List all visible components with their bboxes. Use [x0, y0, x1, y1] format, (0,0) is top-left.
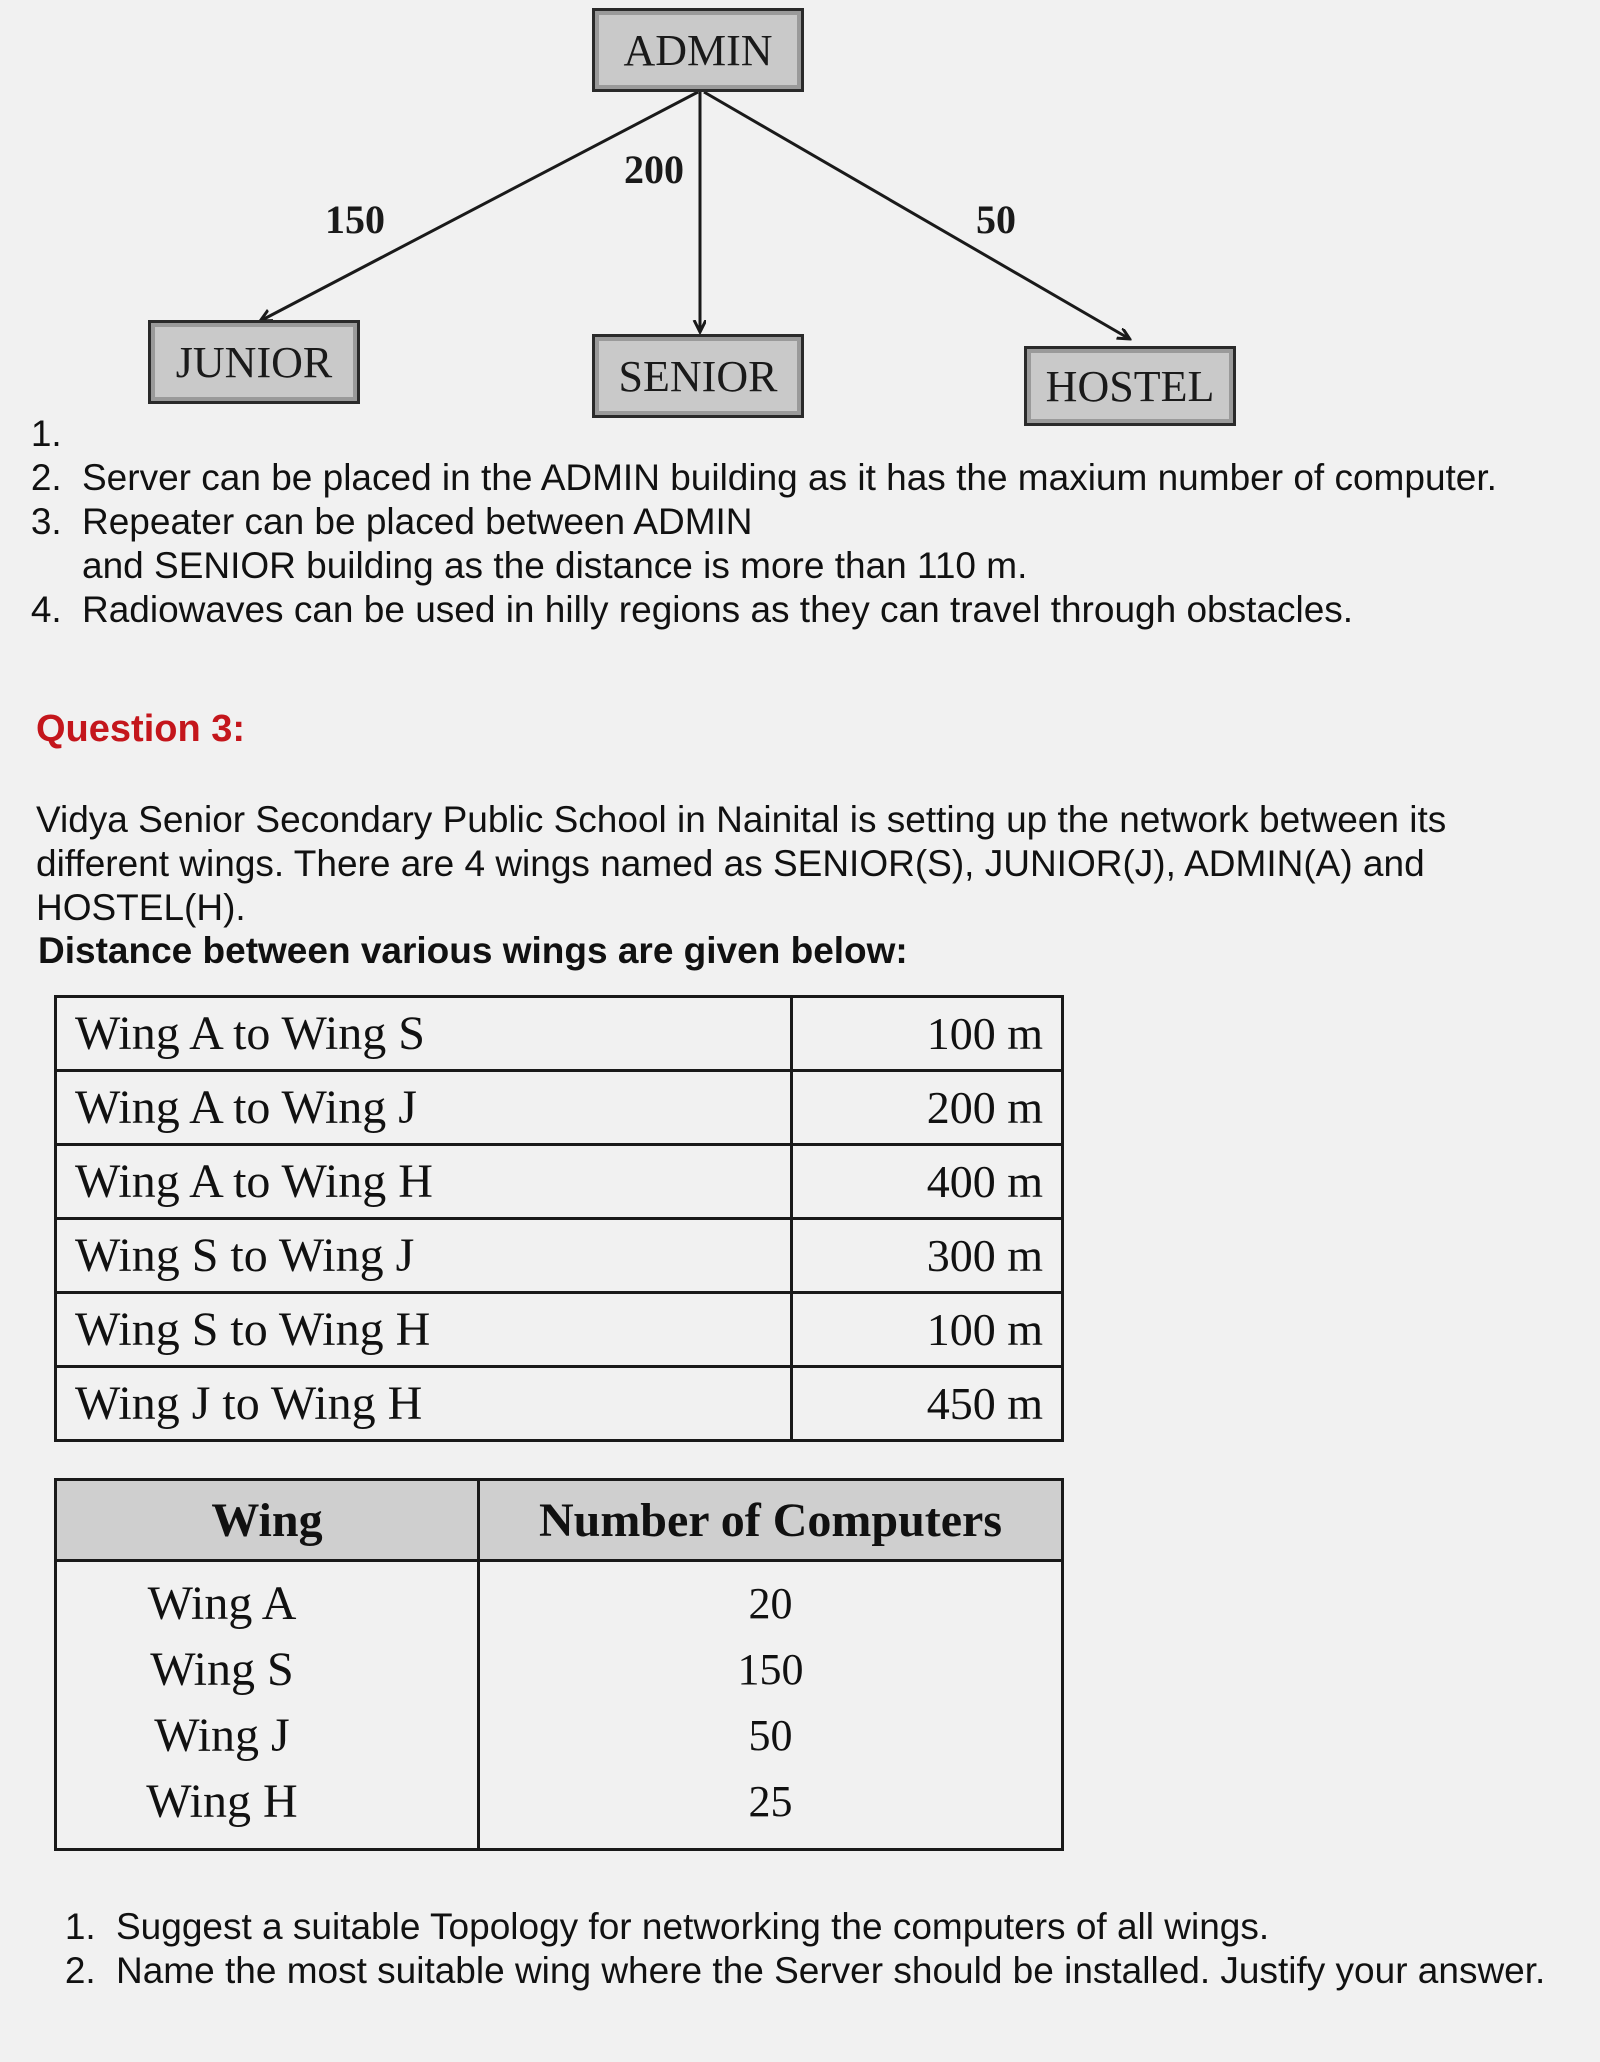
- header-wing: Wing: [56, 1480, 479, 1561]
- task-list: [46, 1905, 1600, 1993]
- header-count: Number of Computers: [479, 1480, 1063, 1561]
- distance-table: [54, 995, 1064, 1442]
- answer-list: [12, 412, 1552, 632]
- network-diagram: [0, 0, 1600, 440]
- route-cell: Wing S to Wing H: [56, 1293, 792, 1367]
- distance-cell: 100 m: [792, 997, 1063, 1071]
- answer-item: 2. Server can be placed in the ADMIN building as it has the maxium number of computer.: [72, 456, 1552, 500]
- count-cell: 20: [479, 1561, 1063, 1637]
- table-row: [56, 1145, 1063, 1219]
- answer-item: 4. Radiowaves can be used in hilly regions as they can travel through obstacles.: [72, 588, 1552, 632]
- wing-cell: Wing S: [56, 1636, 479, 1702]
- table-row: [56, 1219, 1063, 1293]
- route-cell: Wing S to Wing J: [56, 1219, 792, 1293]
- answer-item: [72, 412, 1552, 456]
- distance-cell: 450 m: [792, 1367, 1063, 1441]
- count-cell: 25: [479, 1768, 1063, 1850]
- answer-item: 3. Repeater can be placed between ADMIN and SENIOR building as the distance is more than 110 m.: [72, 500, 1552, 588]
- route-cell: Wing A to Wing J: [56, 1071, 792, 1145]
- wing-cell: Wing A: [56, 1561, 479, 1637]
- question-heading: Question 3:: [36, 708, 246, 750]
- route-cell: Wing A to Wing S: [56, 997, 792, 1071]
- table-row: [56, 1071, 1063, 1145]
- route-cell: Wing A to Wing H: [56, 1145, 792, 1219]
- distance-cell: 100 m: [792, 1293, 1063, 1367]
- count-cell: 150: [479, 1636, 1063, 1702]
- node-hostel: HOSTEL: [1024, 346, 1236, 426]
- edge-label-admin-hostel: 50: [976, 197, 1016, 242]
- table-row: [56, 1768, 1063, 1850]
- table-row: [56, 1636, 1063, 1702]
- question-paragraph: Vidya Senior Secondary Public School in Nainital is setting up the network between its different wings. There are 4 wings named as SENIOR(S), JUNIOR(J), ADMIN(A) and HOSTEL(H).: [36, 799, 1447, 928]
- task-item: 2. Name the most suitable wing where the Server should be installed. Justify your answer.: [106, 1949, 1600, 1993]
- table-row: [56, 1561, 1063, 1637]
- node-senior: SENIOR: [592, 334, 804, 418]
- wing-cell: Wing J: [56, 1702, 479, 1768]
- table-row: [56, 1293, 1063, 1367]
- computers-table: [54, 1478, 1064, 1851]
- distance-cell: 200 m: [792, 1071, 1063, 1145]
- route-cell: Wing J to Wing H: [56, 1367, 792, 1441]
- table-row: [56, 997, 1063, 1071]
- count-cell: 50: [479, 1702, 1063, 1768]
- node-junior: JUNIOR: [148, 320, 360, 404]
- distance-caption: Distance between various wings are given below:: [38, 930, 908, 971]
- table-header-row: [56, 1480, 1063, 1561]
- node-admin: ADMIN: [592, 8, 804, 92]
- distance-cell: 400 m: [792, 1145, 1063, 1219]
- edge-admin-hostel: [704, 92, 1128, 338]
- edge-label-admin-junior: 150: [325, 197, 385, 242]
- table-row: [56, 1702, 1063, 1768]
- task-item: 1. Suggest a suitable Topology for networking the computers of all wings.: [106, 1905, 1600, 1949]
- edge-label-admin-senior: 200: [624, 147, 684, 192]
- wing-cell: Wing H: [56, 1768, 479, 1850]
- distance-cell: 300 m: [792, 1219, 1063, 1293]
- table-row: [56, 1367, 1063, 1441]
